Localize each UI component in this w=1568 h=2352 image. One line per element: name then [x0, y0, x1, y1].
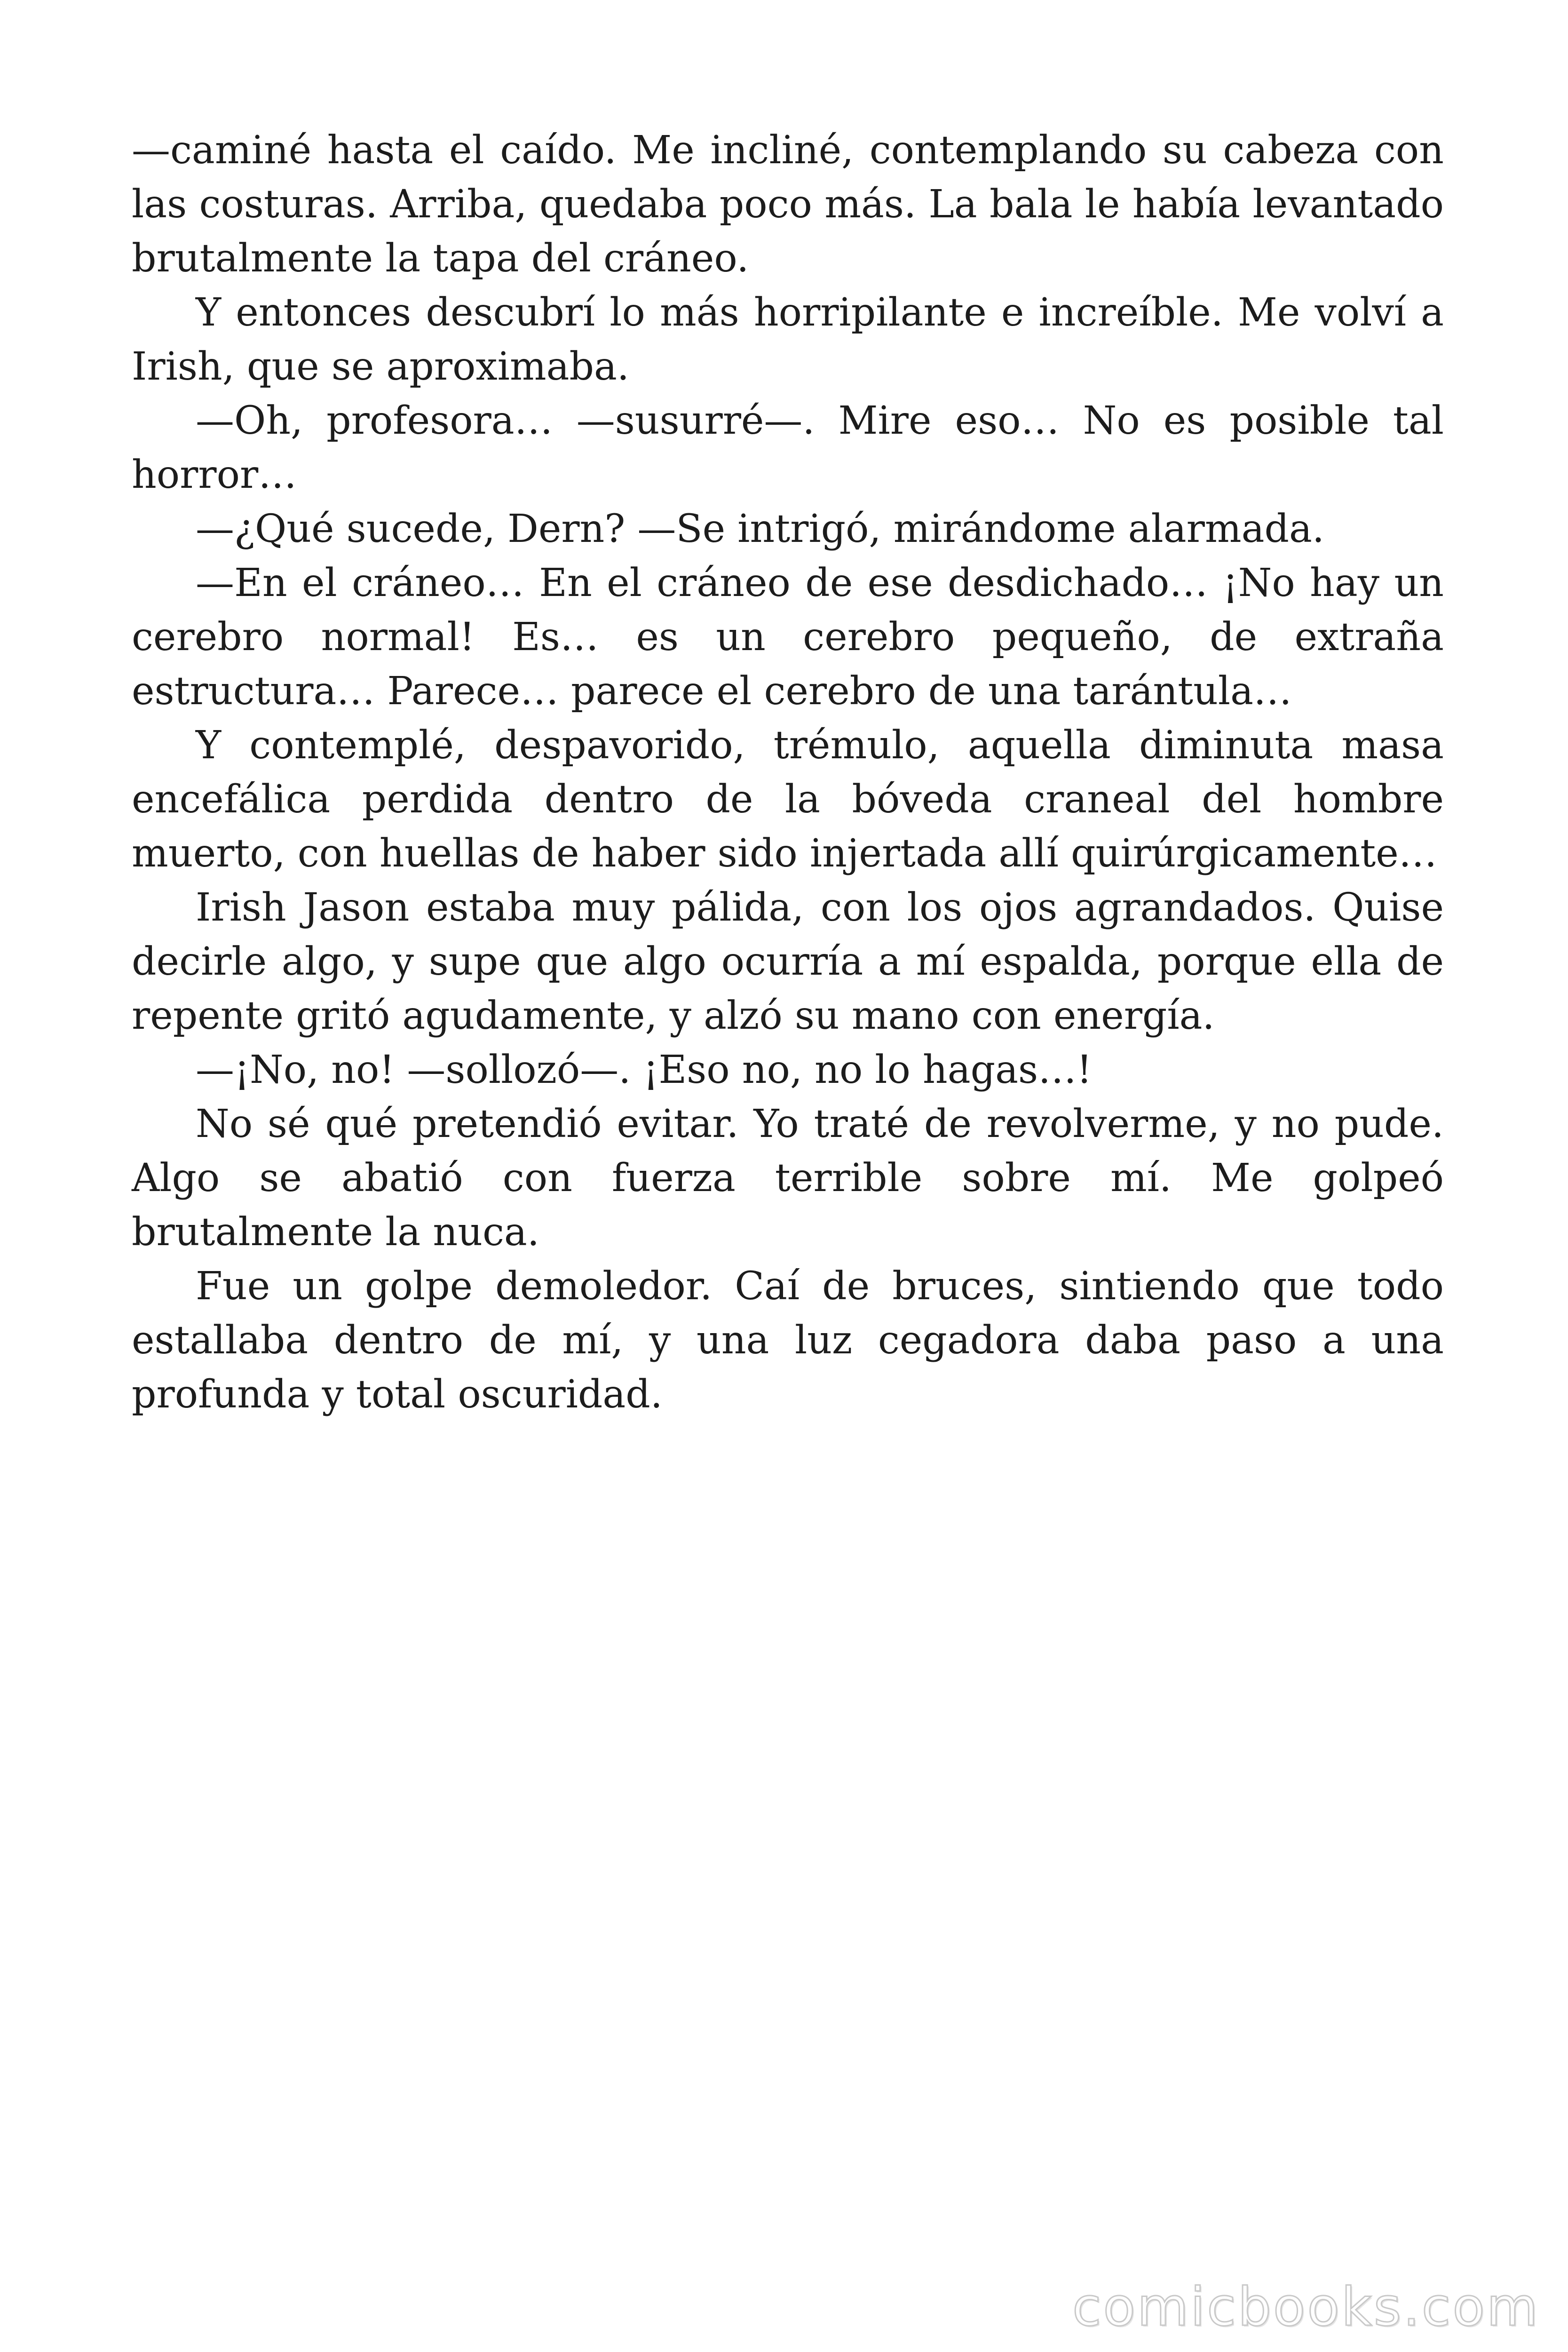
paragraph: Y entonces descubrí lo más horripilante e increíble. Me volví a Irish, que se aproximaba. — [132, 290, 1444, 389]
paragraph: Fue un golpe demoledor. Caí de bruces, sintiendo que todo estallaba dentro de mí, y una luz cegadora daba paso a una profunda y total oscuridad. — [132, 1264, 1444, 1417]
paragraph: —Oh, profesora… —susurré—. Mire eso… No es posible tal horror… — [132, 398, 1444, 497]
paragraph: Y contemplé, despavorido, trémulo, aquella diminuta masa encefálica perdida dentro de la bóveda craneal del hombre muerto, con huellas de haber sido injertada allí quirúrgicamente… — [132, 723, 1444, 876]
watermark: comicbooks.com — [1072, 2277, 1540, 2338]
paragraph: —¡No, no! —sollozó—. ¡Eso no, no lo hagas…! — [196, 1048, 1093, 1092]
paragraph: No sé qué pretendió evitar. Yo traté de revolverme, y no pude. Algo se abatió con fuerza terrible sobre mí. Me golpeó brutalmente la nuca. — [132, 1102, 1444, 1255]
body-text — [132, 123, 1444, 1422]
paragraph: —En el cráneo… En el cráneo de ese desdichado… ¡No hay un cerebro normal! Es… es un cerebro pequeño, de extraña estructura… Parece… parece el cerebro de una tarántula… — [132, 561, 1444, 714]
paragraph: —caminé hasta el caído. Me incliné, contemplando su cabeza con las costuras. Arriba, quedaba poco más. La bala le había levantado brutalmente la tapa del cráneo. — [132, 128, 1444, 281]
paragraph: Irish Jason estaba muy pálida, con los ojos agrandados. Quise decirle algo, y supe que algo ocurría a mí espalda, porque ella de repente gritó agudamente, y alzó su mano con energía. — [132, 885, 1444, 1038]
paragraph: —¿Qué sucede, Dern? —Se intrigó, mirándome alarmada. — [196, 507, 1324, 551]
